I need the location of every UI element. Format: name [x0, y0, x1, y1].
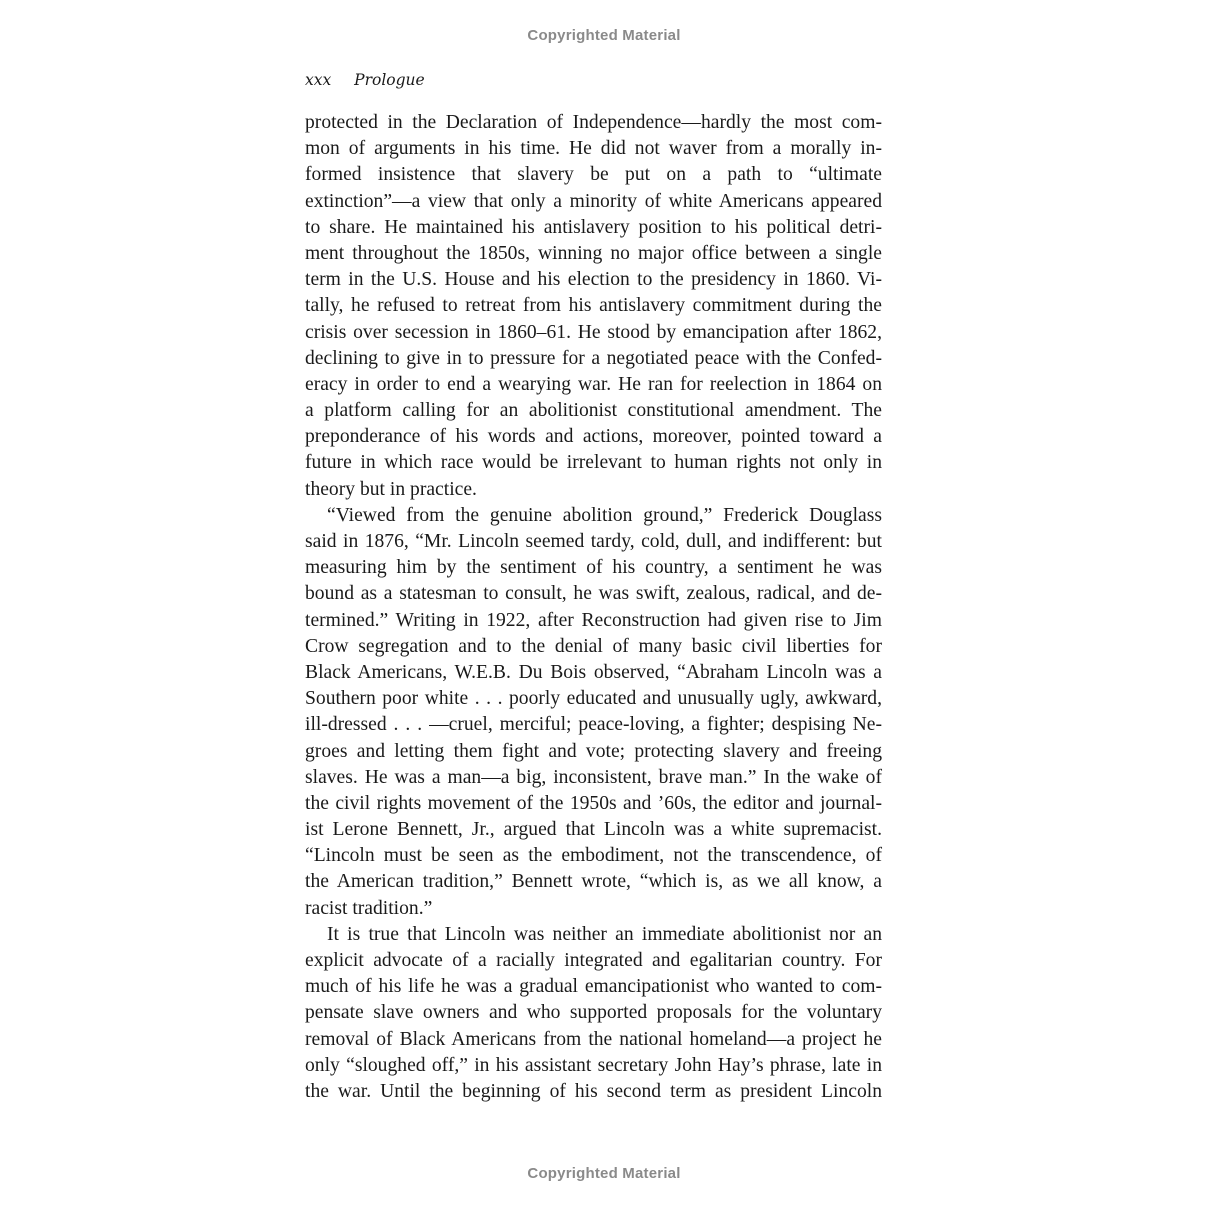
text-line: a platform calling for an abolitionist constitutional amendment. The [305, 400, 882, 422]
text-line: racist tradition.” [305, 897, 433, 919]
text-line: groes and letting them fight and vote; protecting slavery and freeing [305, 740, 882, 762]
text-line: protected in the Declaration of Independence—hardly the most com- [305, 112, 882, 133]
text-line: to share. He maintained his antislavery position to his political detri- [305, 216, 882, 238]
text-line: measuring him by the sentiment of his country, a sentiment he was [305, 557, 882, 579]
text-line: explicit advocate of a racially integrated and egalitarian country. For [305, 950, 882, 971]
text-line: term in the U.S. House and his election to the presidency in 1860. Vi- [305, 269, 882, 291]
text-line: theory but in practice. [305, 478, 477, 500]
text-line: extinction”—a view that only a minority of white Americans appeared [305, 190, 882, 212]
paragraph [305, 922, 882, 1105]
copyright-watermark-top: Copyrighted Material [527, 27, 681, 44]
text-line: slaves. He was a man—a big, inconsistent, brave man.” In the wake of [305, 766, 882, 788]
text-line: ist Lerone Bennett, Jr., argued that Lincoln was a white supremacist. [305, 819, 882, 841]
text-line: Black Americans, W.E.B. Du Bois observed, “Abraham Lincoln was a [305, 661, 882, 683]
chapter-title: Prologue [354, 71, 425, 89]
text-line: the American tradition,” Bennett wrote, “which is, as we all know, a [305, 871, 882, 893]
text-line: preponderance of his words and actions, moreover, pointed toward a [305, 426, 882, 448]
text-line: Southern poor white . . . poorly educated and unusually ugly, awkward, [305, 688, 882, 710]
page-number: xxx [305, 71, 332, 89]
text-line: ment throughout the 1850s, winning no major office between a single [305, 242, 882, 264]
text-line: the civil rights movement of the 1950s and ’60s, the editor and journal- [305, 792, 882, 814]
text-line: Crow segregation and to the denial of many basic civil liberties for [305, 635, 882, 657]
text-line: future in which race would be irrelevant to human rights not only in [305, 452, 882, 474]
running-head [305, 71, 425, 89]
text-line: the war. Until the beginning of his second term as president Lincoln [305, 1080, 882, 1102]
text-line: “Lincoln must be seen as the embodiment, not the transcendence, of [305, 845, 882, 867]
text-line: tally, he refused to retreat from his antislavery commitment during the [305, 295, 882, 317]
text-line: removal of Black Americans from the national homeland—a project he [305, 1028, 882, 1050]
text-line: ill-dressed . . . —cruel, merciful; peace-loving, a fighter; despising Ne- [305, 714, 882, 736]
text-line: much of his life he was a gradual emancipationist who wanted to com- [305, 976, 882, 998]
text-line: mon of arguments in his time. He did not waver from a morally in- [305, 138, 882, 160]
text-line: “Viewed from the genuine abolition ground,” Frederick Douglass [327, 504, 882, 526]
text-line: pensate slave owners and who supported proposals for the voluntary [305, 1002, 882, 1024]
text-line: formed insistence that slavery be put on a path to “ultimate [305, 164, 882, 186]
body-text [305, 110, 882, 1105]
text-line: It is true that Lincoln was neither an immediate abolitionist nor an [327, 923, 882, 945]
text-line: termined.” Writing in 1922, after Reconstruction had given rise to Jim [305, 609, 882, 631]
text-line: only “sloughed off,” in his assistant secretary John Hay’s phrase, late in [305, 1054, 882, 1076]
paragraph [305, 503, 882, 922]
text-line: said in 1876, “Mr. Lincoln seemed tardy, cold, dull, and indifferent: but [305, 531, 882, 552]
copyright-watermark-bottom: Copyrighted Material [527, 1165, 681, 1182]
paragraph [305, 110, 882, 503]
text-line: declining to give in to pressure for a negotiated peace with the Confed- [305, 347, 882, 369]
text-line: eracy in order to end a wearying war. He ran for reelection in 1864 on [305, 373, 882, 395]
text-line: bound as a statesman to consult, he was swift, zealous, radical, and de- [305, 583, 882, 605]
text-line: crisis over secession in 1860–61. He stood by emancipation after 1862, [305, 321, 882, 343]
